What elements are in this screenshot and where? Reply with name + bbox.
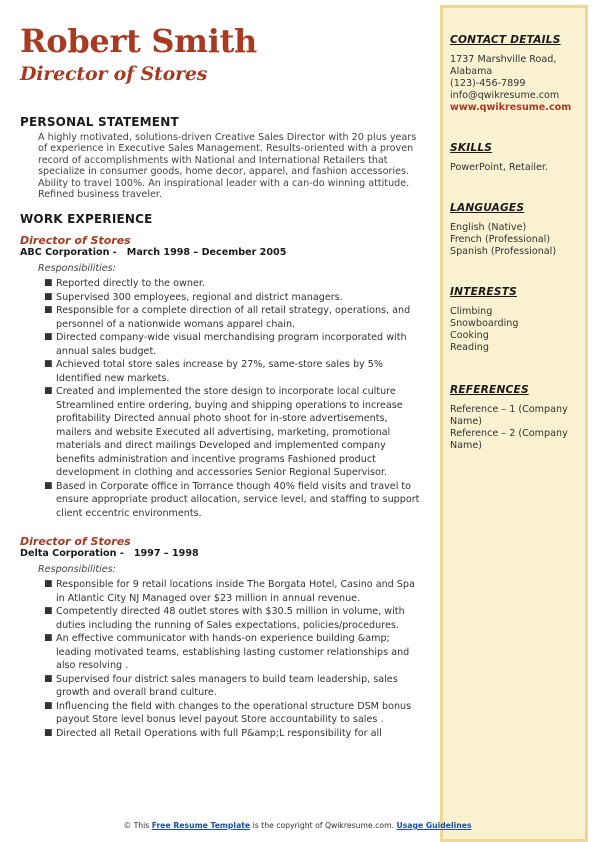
bullet-icon: ■ xyxy=(44,291,53,302)
responsibilities-label: Responsibilities: xyxy=(38,564,116,576)
contact-address: 1737 Marshville Road, Alabama xyxy=(450,54,557,77)
reference-item: Reference – 2 (Company Name) xyxy=(450,428,568,451)
list-item: ■ Reported directly to the owner. xyxy=(44,278,205,290)
list-item: ■ Created and implemented the store design to incorporate local culture Streamlined entire ordering, buying and shipping operations to increase profitability Directed annual photo shoot for in-store advertisements, mailers and website Executed all advertising, marketing, promotional materials and direct mailings Developed and implemented company benefits administration and incentive programs Fashioned product development in clothing and accessories Senior Regional Supervisor. xyxy=(44,386,403,479)
footer-middle: is the copyright of Qwikresume.com. xyxy=(250,821,397,830)
main-column xyxy=(20,22,420,740)
job-company: Delta Corporation - 1997 – 1998 xyxy=(20,548,199,560)
bullet-icon: ■ xyxy=(44,579,53,590)
contact-section xyxy=(450,34,578,114)
work-experience-heading: WORK EXPERIENCE xyxy=(20,212,153,227)
responsibilities-list xyxy=(44,277,420,520)
list-item: ■ Responsible for a complete direction of all retail strategy, operations, and personnel of a nationwide womans apparel chain. xyxy=(44,305,411,330)
list-item: ■ Directed all Retail Operations with full P&amp;L responsibility for all xyxy=(44,727,382,739)
list-item: ■ Responsible for 9 retail locations inside The Borgata Hotel, Casino and Spa in Atlantic City NJ Managed over $23 million in annual revenue. xyxy=(44,579,415,604)
sidebar xyxy=(440,5,588,842)
bullet-icon: ■ xyxy=(44,727,53,738)
interest-item: Climbing xyxy=(450,306,493,317)
interests-heading: INTERESTS xyxy=(450,286,517,298)
job-entry xyxy=(20,235,420,520)
interest-item: Snowboarding xyxy=(450,318,519,329)
list-item: ■ Supervised four district sales managers to build team leadership, sales growth and overall brand culture. xyxy=(44,673,398,699)
responsibilities-label: Responsibilities: xyxy=(38,263,116,275)
contact-heading: CONTACT DETAILS xyxy=(450,34,561,46)
bullet-icon: ■ xyxy=(44,386,53,397)
list-item: ■ Directed company-wide visual merchandising program incorporated with annual sales budget. xyxy=(44,332,407,357)
bullet-icon: ■ xyxy=(44,278,53,289)
languages-heading: LANGUAGES xyxy=(450,202,525,214)
skills-section xyxy=(450,142,578,174)
bullet-icon: ■ xyxy=(44,606,53,617)
list-item: ■ Influencing the field with changes to the operational structure DSM bonus payout Store level bonus level payout Store accountability to sales . xyxy=(44,700,412,726)
usage-guidelines-link[interactable]: Usage Guidelines xyxy=(396,821,472,830)
list-item: ■ An effective communicator with hands-on experience building &amp; leading motivated teams, establishing lasting customer relationships and also resolving . xyxy=(44,633,410,672)
bullet-icon: ■ xyxy=(44,480,53,491)
skills-text: PowerPoint, Retailer. xyxy=(450,162,549,173)
languages-section xyxy=(450,202,578,258)
bullet-icon: ■ xyxy=(44,305,53,316)
language-item: Spanish (Professional) xyxy=(450,246,557,257)
bullet-icon: ■ xyxy=(44,673,53,684)
list-item: ■ Competently directed 48 outlet stores with $30.5 million in volume, with duties including the running of Sales expectations, policies/procedures. xyxy=(44,606,405,631)
footer-prefix: © This xyxy=(123,821,152,830)
responsibilities-list xyxy=(44,578,420,740)
interests-section xyxy=(450,286,578,354)
language-item: French (Professional) xyxy=(450,234,551,245)
contact-email[interactable]: info@qwikresume.com xyxy=(450,90,560,101)
references-heading: REFERENCES xyxy=(450,384,529,396)
candidate-name: Robert Smith xyxy=(20,22,258,60)
contact-phone: (123)-456-7899 xyxy=(450,78,526,89)
bullet-icon: ■ xyxy=(44,633,53,644)
skills-heading: SKILLS xyxy=(450,142,493,154)
candidate-title: Director of Stores xyxy=(20,63,208,85)
reference-item: Reference – 1 (Company Name) xyxy=(450,404,568,427)
interest-item: Reading xyxy=(450,342,489,353)
personal-statement-heading: PERSONAL STATEMENT xyxy=(20,115,179,129)
interest-item: Cooking xyxy=(450,330,489,341)
contact-website[interactable]: www.qwikresume.com xyxy=(450,102,572,113)
references-section xyxy=(450,384,578,452)
list-item: ■ Based in Corporate office in Torrance though 40% field visits and travel to ensure appropriate product allocation, service level, and staffing to support client eccentric environments. xyxy=(44,480,420,519)
bullet-icon: ■ xyxy=(44,359,53,370)
job-title: Director of Stores xyxy=(20,535,131,549)
personal-statement-text: A highly motivated, solutions-driven Creative Sales Director with 20 plus years of experience in Executive Sales Management. Results-oriented with a proven record of accomplishments with National and International Retailers that specialize in consumer goods, home decor, apparel, and fashion accessories. Ability to travel 100%. An inspirational leader with a can-do winning attitude. Refined business traveler. xyxy=(38,132,417,201)
free-resume-template-link[interactable]: Free Resume Template xyxy=(151,821,251,830)
language-item: English (Native) xyxy=(450,222,527,233)
list-item: ■ Supervised 300 employees, regional and district managers. xyxy=(44,291,343,303)
job-title: Director of Stores xyxy=(20,234,131,248)
list-item: ■ Achieved total store sales increase by 27%, same-store sales by 5% Identified new markets. xyxy=(44,359,383,384)
bullet-icon: ■ xyxy=(44,332,53,343)
footer xyxy=(0,821,595,830)
job-company: ABC Corporation - March 1998 – December 2005 xyxy=(20,247,287,259)
bullet-icon: ■ xyxy=(44,700,53,711)
job-entry xyxy=(20,536,420,740)
